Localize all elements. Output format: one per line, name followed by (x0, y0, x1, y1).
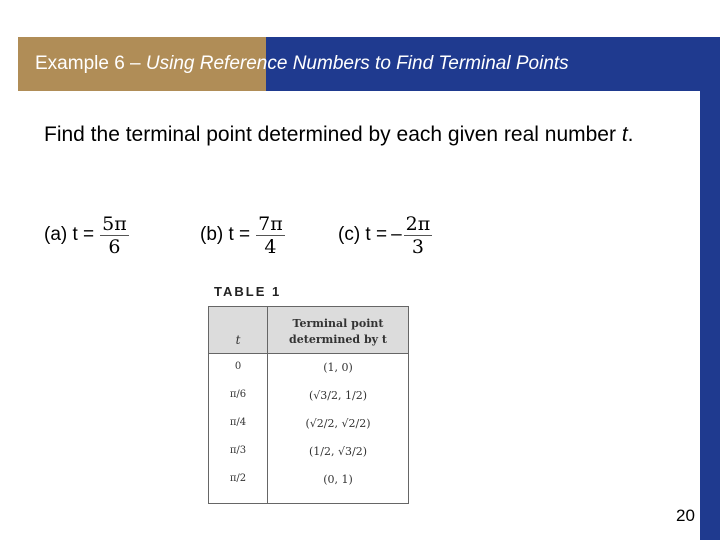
page-number: 20 (676, 506, 695, 525)
part-c-numerator: 2π (405, 212, 431, 235)
table-row (209, 441, 408, 466)
part-c-denominator: 3 (411, 235, 424, 258)
part-c-sign: – (391, 224, 402, 245)
table-cell-t: π/2 (229, 473, 247, 484)
part-b-fraction (256, 213, 285, 258)
slide-title-bar (18, 37, 720, 91)
part-b (200, 205, 285, 265)
part-a-fraction (100, 213, 129, 258)
table-cell-t: π/4 (229, 417, 247, 428)
table-cell-point: (√3/2, 1/2) (309, 389, 367, 402)
slide-title: Example 6 – Using Reference Numbers to Find Terminal Points (35, 53, 569, 74)
table-row (209, 469, 408, 494)
table-cell-t: 0 (234, 361, 242, 372)
part-a-numerator: 5π (102, 212, 127, 235)
table-cell-point: (0, 1) (323, 473, 353, 486)
table-cell-t: π/3 (229, 445, 247, 456)
right-accent-stripe (700, 91, 720, 540)
part-c-fraction (404, 213, 433, 258)
part-a-denominator: 6 (108, 235, 121, 258)
part-c-label: (c) t = (338, 224, 388, 245)
table-header-t: t (235, 333, 241, 347)
reference-table (208, 306, 409, 504)
table-caption: TABLE 1 (214, 284, 282, 299)
table-row (209, 385, 408, 410)
table-row (209, 357, 408, 382)
part-b-numerator: 7π (258, 212, 283, 235)
part-b-denominator: 4 (264, 235, 277, 258)
part-b-label: (b) t = (200, 224, 251, 245)
part-a (44, 205, 129, 265)
table-cell-t: π/6 (229, 389, 247, 400)
table-header-terminal-point: Terminal point determined by t (289, 317, 387, 346)
part-c (338, 205, 432, 265)
table-cell-point: (√2/2, √2/2) (305, 417, 371, 430)
problem-statement: Find the terminal point determined by each given real number t. (44, 123, 634, 146)
part-a-label: (a) t = (44, 224, 95, 245)
table-cell-point: (1/2, √3/2) (309, 445, 367, 458)
table-cell-point: (1, 0) (323, 361, 353, 374)
table-row (209, 413, 408, 438)
